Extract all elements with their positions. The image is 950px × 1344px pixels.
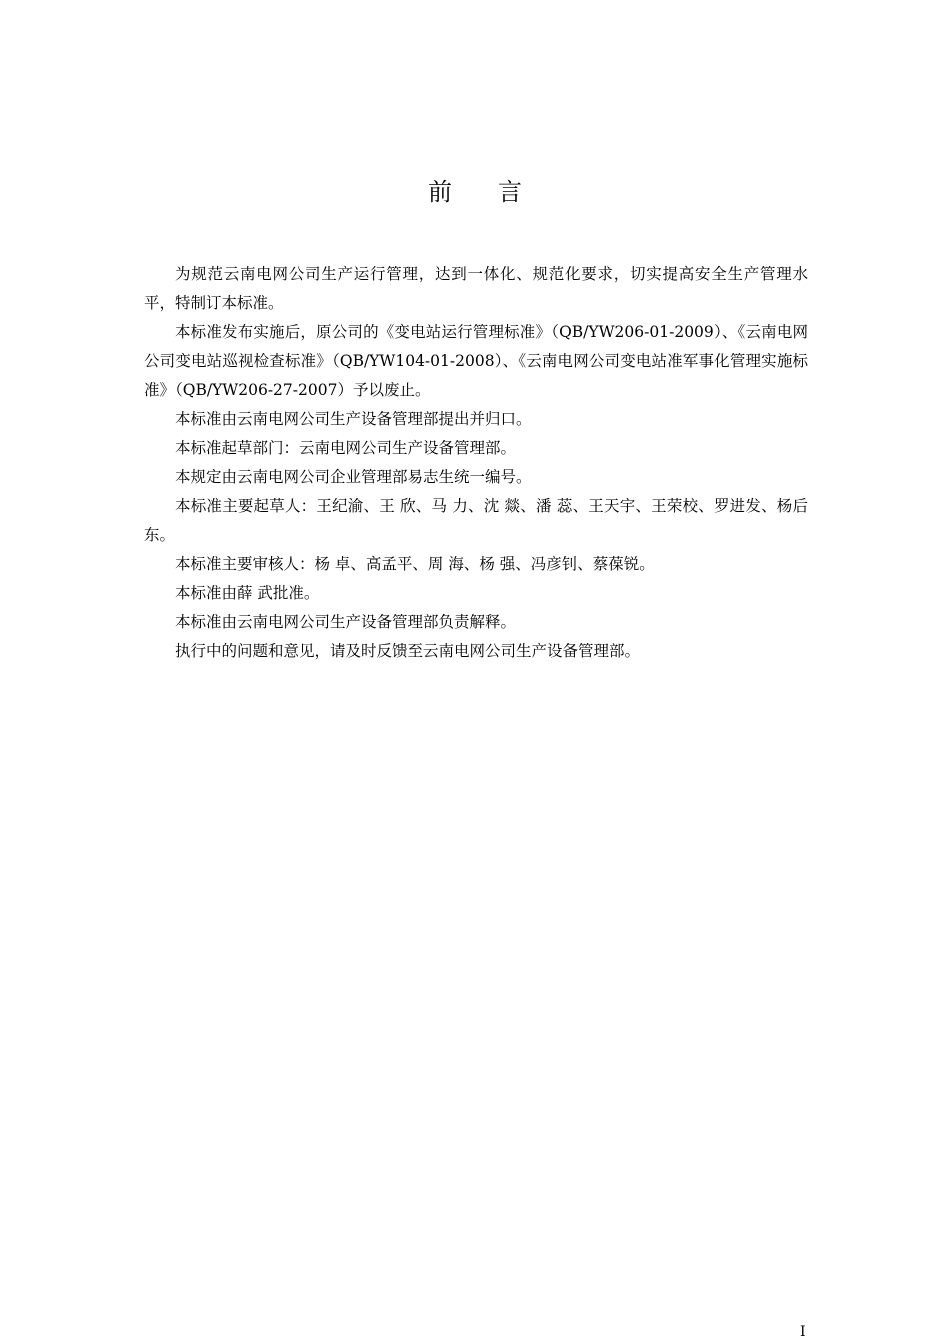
paragraph-proposed-by: 本标准由云南电网公司生产设备管理部提出并归口。: [175, 410, 532, 428]
paragraph-interpretation: 本标准由云南电网公司生产设备管理部负责解释。: [175, 613, 517, 631]
paragraph-drafting-department: 本标准起草部门：云南电网公司生产设备管理部。: [175, 439, 517, 457]
page-number: I: [800, 1324, 806, 1340]
paragraph-superseded-standards: 本标准发布实施后，原公司的《变电站运行管理标准》（QB/YW206-01-2009）、《云南电网公司变电站巡视检查标准》（QB/YW104-01-2008）、《云南电网公司变电站准军事化管理实施标准》（QB/YW206-27-2007）予以废止。: [144, 323, 808, 399]
paragraph-drafters: 本标准主要起草人：王纪渝、王 欣、马 力、沈 燚、潘 蕊、王天宇、王荣校、罗进发、杨后东。: [144, 497, 808, 544]
page-title: 前言: [428, 178, 568, 206]
paragraph-approver: 本标准由薛 武批准。: [175, 584, 320, 602]
preface-body: [144, 260, 808, 666]
paragraph-reviewers: 本标准主要审核人：杨 卓、高孟平、周 海、杨 强、冯彦钊、蔡葆锐。: [175, 555, 655, 573]
paragraph-purpose: 为规范云南电网公司生产运行管理，达到一体化、规范化要求，切实提高安全生产管理水平，特制订本标准。: [144, 265, 808, 312]
paragraph-numbering: 本规定由云南电网公司企业管理部易志生统一编号。: [175, 468, 532, 486]
paragraph-feedback: 执行中的问题和意见，请及时反馈至云南电网公司生产设备管理部。: [175, 642, 641, 660]
